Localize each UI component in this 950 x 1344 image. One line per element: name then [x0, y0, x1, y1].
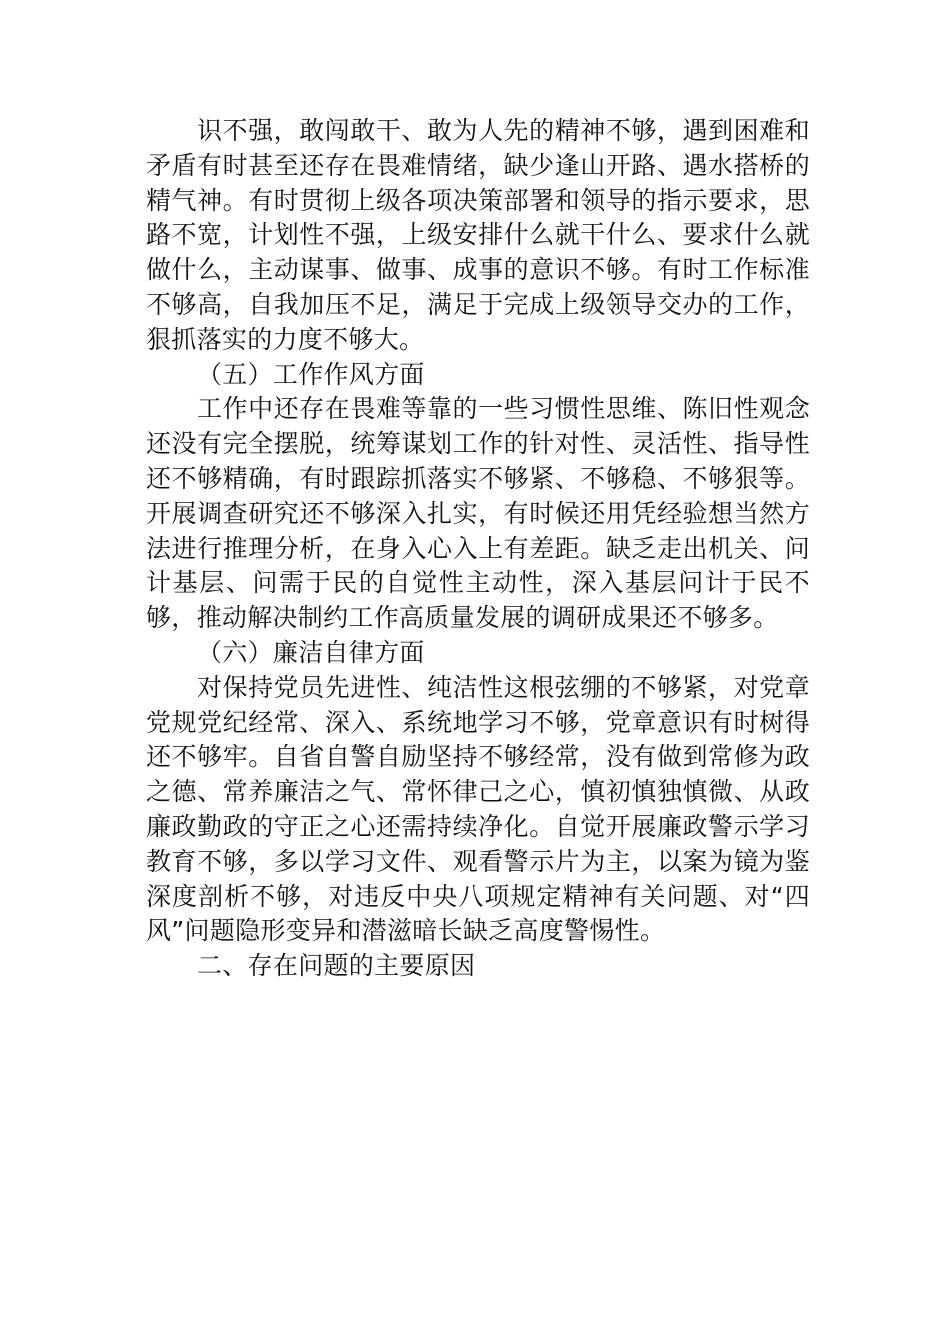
document-body: [146, 114, 810, 984]
body-paragraph: 对保持党员先进性、纯洁性这根弦绷的不够紧，对党章党规党纪经常、深入、系统地学习不够，党章意识有时树得还不够牢。自省自警自励坚持不够经常，没有做到常修为政之德、常养廉洁之气、常怀律己之心，慎初慎独慎微、从政廉政勤政的守正之心还需持续净化。自觉开展廉政警示学习教育不够，多以学习文件、观看警示片为主，以案为镜为鉴深度剖析不够，对违反中央八项规定精神有关问题、对“四风”问题隐形变异和潜滋暗长缺乏高度警惕性。: [146, 672, 810, 946]
section-heading: （五）工作作风方面: [197, 359, 425, 389]
body-paragraph: 识不强，敢闯敢干、敢为人先的精神不够，遇到困难和矛盾有时甚至还存在畏难情绪，缺少逢山开路、遇水搭桥的精气神。有时贯彻上级各项决策部署和领导的指示要求，思路不宽，计划性不强，上级安排什么就干什么、要求什么就做什么，主动谋事、做事、成事的意识不够。有时工作标准不够高，自我加压不足，满足于完成上级领导交办的工作，狠抓落实的力度不够大。: [146, 116, 810, 354]
body-paragraph: 工作中还存在畏难等靠的一些习惯性思维、陈旧性观念还没有完全摆脱，统筹谋划工作的针对性、灵活性、指导性还不够精确，有时跟踪抓落实不够紧、不够稳、不够狠等。开展调查研究还不够深入扎实，有时候还用凭经验想当然方法进行推理分析，在身入心入上有差距。缺乏走出机关、问计基层、问需于民的自觉性主动性，深入基层问计于民不够，推动解决制约工作高质量发展的调研成果还不够多。: [146, 394, 810, 633]
section-heading: 二、存在问题的主要原因: [197, 951, 476, 981]
section-heading: （六）廉洁自律方面: [197, 637, 425, 667]
